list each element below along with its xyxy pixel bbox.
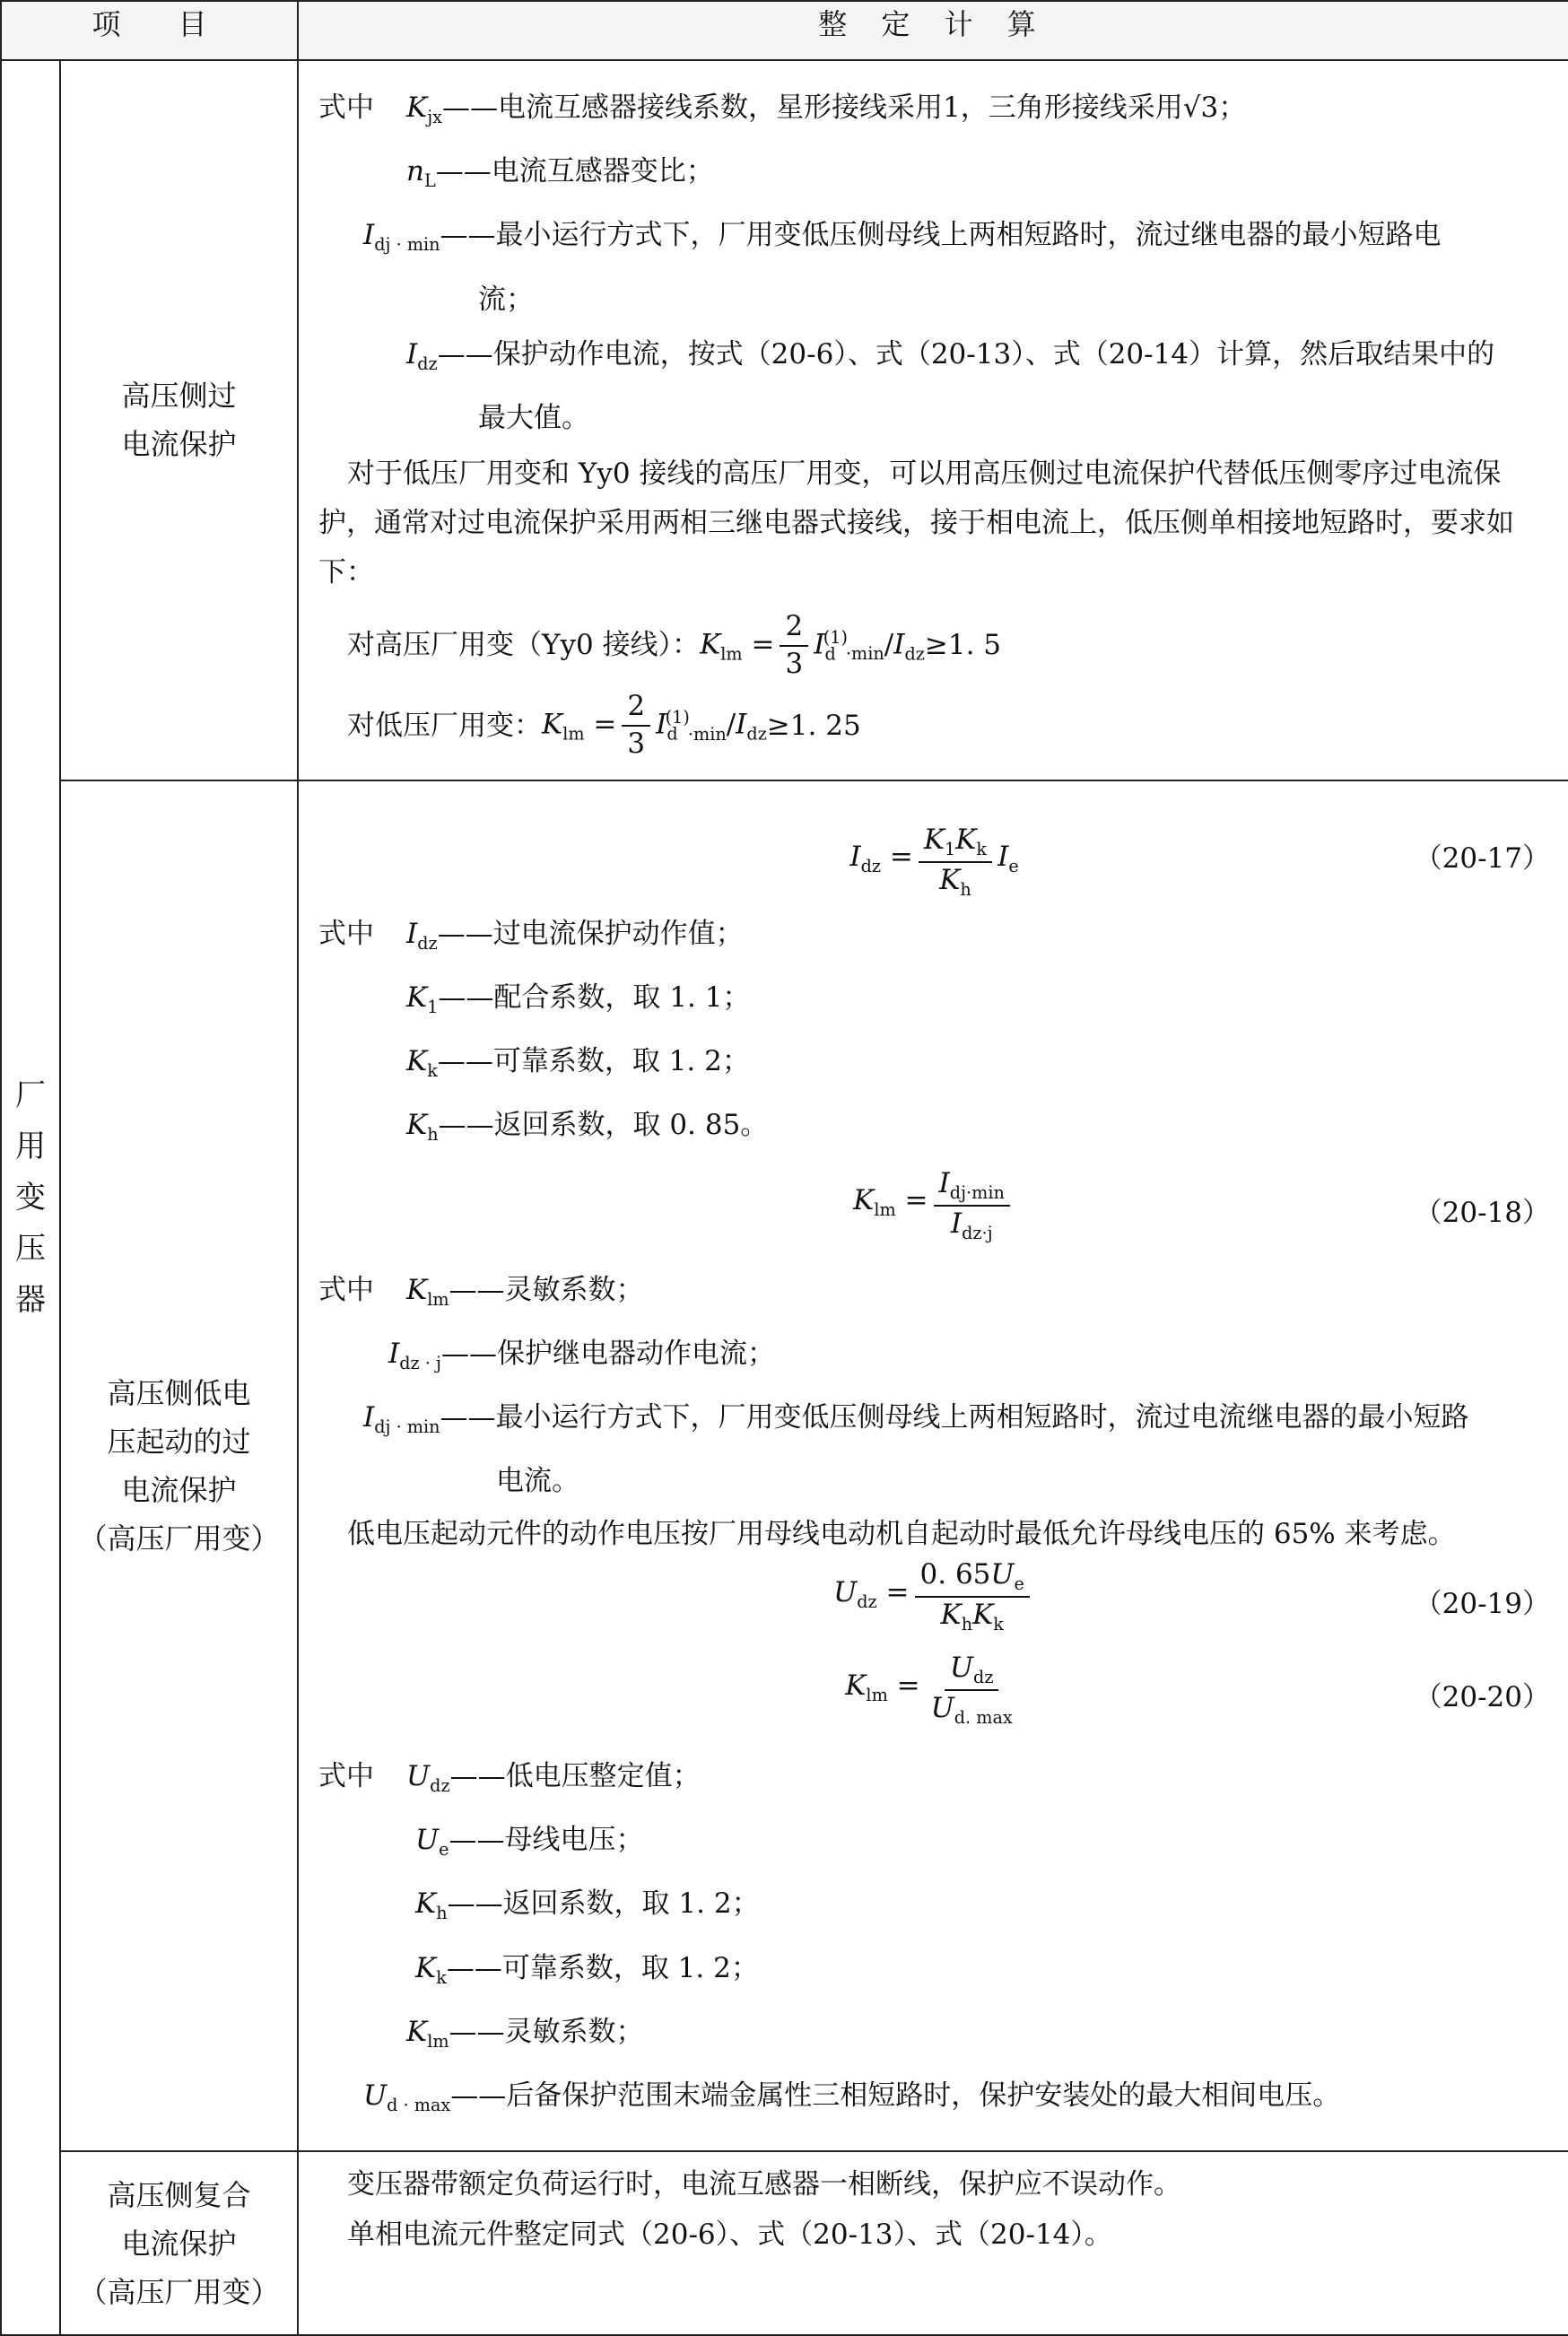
symbol: $n_L$ — [406, 155, 436, 192]
equation-20-18: $K_{lm}$ = $\frac{I_{dj\cdot min}}{I_{dz\cdot j}}$ （20-18） — [853, 1166, 1551, 1243]
item-cell — [60, 780, 298, 2151]
condition-2 — [318, 690, 1550, 762]
symbol: $K_{lm}$ — [406, 2015, 449, 2053]
definition-line — [318, 2069, 1550, 2132]
symbol: $K_{jx}$ — [406, 92, 442, 128]
symbol: $K_h$ — [415, 1887, 448, 1924]
definition-text: ——保护继电器动作电流； — [440, 1337, 775, 1370]
symbol: $I_{dj \cdot min}$ — [363, 1400, 440, 1438]
symbol: $K_h$ — [406, 1109, 439, 1146]
group-char: 厂 — [15, 1076, 46, 1113]
paragraph: 低电压起动元件的动作电压按厂用母线电动机自起动时最低允许母线电压的 65% 来考虑。 — [347, 1518, 1456, 1551]
definition-text: ——返回系数，取 1. 2； — [447, 1887, 760, 1921]
symbol: $U_e$ — [415, 1824, 449, 1861]
condition-label: 对低压厂用变： — [347, 709, 543, 742]
equation-number: （20-18） — [1414, 1196, 1551, 1229]
definition-line — [318, 1813, 1550, 1877]
condition-label: 对高压厂用变（Yy0 接线）： — [347, 629, 701, 661]
definition-continuation: 最大值。 — [478, 401, 590, 434]
symbol: $K_k$ — [406, 1045, 438, 1082]
definition-text: ——可靠系数，取 1. 2； — [446, 1951, 759, 1984]
definition-text: ——返回系数，取 0. 85。 — [438, 1109, 769, 1142]
definition-text: ——最小运行方式下，厂用变低压侧母线上两相短路时，流过继电器的最小短路电 — [440, 219, 1442, 252]
definition-text: ——电流互感器变比； — [435, 155, 714, 188]
definition-text: ——最小运行方式下，厂用变低压侧母线上两相短路时，流过电流继电器的最小短路 — [440, 1400, 1469, 1434]
definition-text: ——配合系数，取 1. 1； — [438, 981, 751, 1014]
definition-text: ——灵敏系数； — [449, 1273, 644, 1306]
definition-text: ——可靠系数，取 1. 2； — [437, 1045, 750, 1078]
definition-text: ——过电流保护动作值； — [437, 917, 744, 950]
table-row — [1, 780, 1568, 2151]
definition-line: 式中 $I_{dz}$ ——过电流保护动作值； — [318, 907, 1550, 971]
definition-line — [318, 144, 1550, 208]
definition-line — [318, 1098, 1550, 1162]
definition-line — [318, 1877, 1550, 1940]
calc-cell — [298, 2151, 1568, 2335]
formula: $K_{lm}$ = $\frac{2}{3}$ $I_d^{(1)}_{\cdot min}/I_{dz}$ — [700, 609, 925, 680]
condition-1 — [318, 610, 1550, 682]
prefix-label: 式中 — [318, 92, 375, 124]
symbol: $I_{dj \cdot min}$ — [363, 219, 440, 256]
definition-text: ——保护动作电流，按式（20-6）、式（20-13）、式（20-14）计算，然后取结果中的 — [437, 337, 1495, 370]
item-line: 压起动的过 — [107, 1425, 251, 1459]
table-row — [1, 2151, 1568, 2335]
definition-text: ——电流互感器接线系数，星形接线采用1，三角形接线采用√3； — [441, 92, 1247, 124]
definition-line — [318, 1034, 1550, 1098]
group-label — [1, 60, 60, 2335]
definition-line: 式中 $K_{lm}$ ——灵敏系数； — [318, 1263, 1550, 1327]
equation-number: （20-20） — [1414, 1681, 1551, 1714]
symbol: $I_{dz}$ — [406, 337, 438, 374]
item-line: 电流保护 — [121, 2226, 237, 2261]
calc-cell — [298, 780, 1568, 2151]
table-row — [1, 60, 1568, 780]
calc-cell — [298, 60, 1568, 780]
definition-line — [318, 327, 1550, 391]
definition-continuation: 电流。 — [496, 1465, 580, 1498]
equation-number: （20-17） — [1414, 841, 1551, 875]
group-char: 压 — [15, 1230, 46, 1267]
definition-line — [318, 1390, 1550, 1454]
item-line: （高压厂用变） — [78, 1521, 280, 1556]
symbol: $I_{dz}$ — [406, 917, 438, 954]
symbol: $K_k$ — [415, 1951, 447, 1988]
item-line: 电流保护 — [121, 1473, 237, 1507]
definition-line — [318, 971, 1550, 1034]
equation-20-20: $K_{lm}$ = $\frac{U_{dz}}{U_{d. max}}$ （20-20） — [845, 1652, 1551, 1729]
equation-20-17: $I_{dz}$ = $\frac{K_1K_k}{K_h}$ $I_e$ （20-17） — [849, 823, 1551, 901]
symbol: $U_{dz}$ — [406, 1760, 450, 1797]
header-item: 项 目 — [1, 1, 298, 60]
definition-text: ——母线电压； — [449, 1824, 644, 1857]
item-cell — [60, 2151, 298, 2335]
definition-text: ——低电压整定值； — [449, 1760, 701, 1793]
definition-line: 式中 $U_{dz}$ ——低电压整定值； — [318, 1749, 1550, 1813]
group-char: 变 — [15, 1179, 46, 1216]
paragraph: 对于低压厂用变和 Yy0 接线的高压厂用变，可以用高压侧过电流保护代替低压侧零序过电流保护，通常对过电流保护采用两相三继电器式接线，接于相电流上，低压侧单相接地短路时，要求如下： — [318, 457, 1515, 588]
definition-line — [318, 208, 1550, 272]
definition-line — [318, 1941, 1550, 2005]
definition-text: ——后备保护范围末端金属性三相短路时，保护安装处的最大相间电压。 — [450, 2079, 1341, 2113]
item-line: 高压侧低电 — [107, 1376, 251, 1410]
group-char: 用 — [15, 1128, 46, 1164]
item-line: （高压厂用变） — [78, 2274, 280, 2309]
symbol: $K_1$ — [406, 981, 439, 1018]
paragraph: 变压器带额定负荷运行时，电流互感器一相断线，保护应不误动作。 — [347, 2168, 1182, 2201]
definition-continuation: 流； — [478, 283, 535, 316]
equation-20-19: $U_{dz}$ = $\frac{0. 65U_e}{K_hK_k}$ （20-19） — [833, 1558, 1551, 1635]
symbol: $K_{lm}$ — [406, 1273, 449, 1310]
definition-line — [318, 81, 1550, 144]
item-line: 高压侧过 — [121, 379, 237, 414]
item-line: 高压侧复合 — [107, 2177, 251, 2212]
group-char: 器 — [15, 1281, 46, 1318]
condition-limit: ≥1. 5 — [924, 629, 1002, 661]
paragraph: 单相电流元件整定同式（20-6）、式（20-13）、式（20-14）。 — [347, 2218, 1112, 2252]
definition-text: ——灵敏系数； — [449, 2015, 644, 2048]
item-cell — [60, 60, 298, 780]
symbol: $I_{dz \cdot j}$ — [388, 1337, 441, 1373]
formula: $K_{lm}$ = $\frac{2}{3}$ $I_d^{(1)}_{\cdot min}/I_{dz}$ — [542, 690, 767, 761]
equation-number: （20-19） — [1414, 1588, 1551, 1621]
item-line: 电流保护 — [121, 427, 237, 462]
header-calc: 整 定 计 算 — [298, 1, 1568, 60]
definition-line — [318, 1327, 1550, 1390]
symbol: $U_{d \cdot max}$ — [363, 2079, 451, 2116]
table-header-row — [1, 1, 1568, 60]
definition-line — [318, 2005, 1550, 2069]
condition-limit: ≥1. 25 — [766, 709, 861, 742]
